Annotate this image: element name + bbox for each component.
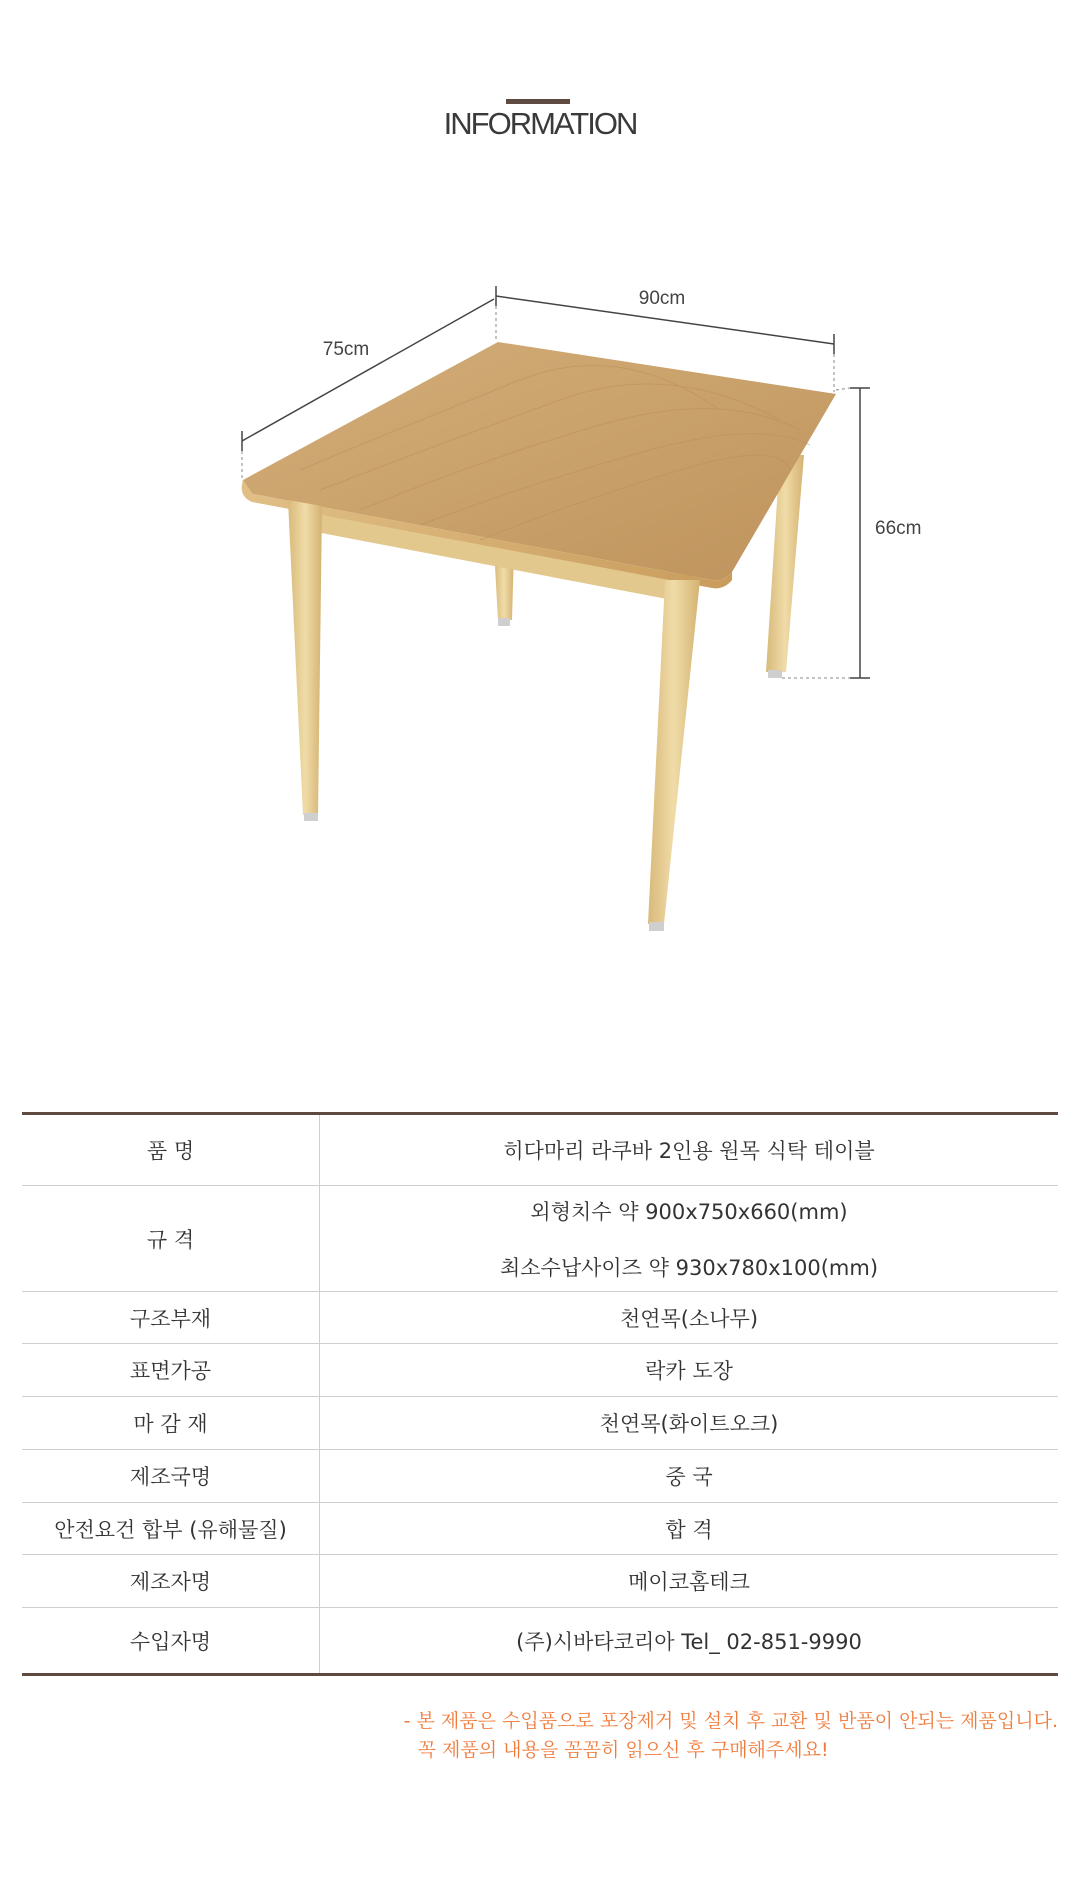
spec-label: 안전요건 합부 (유해물질) bbox=[22, 1503, 320, 1555]
table-row bbox=[22, 1114, 1058, 1186]
table-row bbox=[22, 1450, 1058, 1503]
spec-label: 수입자명 bbox=[22, 1608, 320, 1675]
page-title: INFORMATION bbox=[443, 106, 637, 141]
spec-label: 마 감 재 bbox=[22, 1397, 320, 1450]
dimension-label-depth: 75cm bbox=[322, 339, 370, 360]
spec-value: 중 국 bbox=[320, 1450, 1059, 1503]
table-leg-front-left bbox=[288, 500, 322, 815]
table-row bbox=[22, 1397, 1058, 1450]
spec-value: 히다마리 라쿠바 2인용 원목 식탁 테이블 bbox=[320, 1114, 1059, 1186]
table-row bbox=[22, 1344, 1058, 1397]
table-row bbox=[22, 1186, 1058, 1292]
spec-label: 구조부재 bbox=[22, 1292, 320, 1344]
spec-label: 표면가공 bbox=[22, 1344, 320, 1397]
notice-line-2: 꼭 제품의 내용을 꼼꼼히 읽으신 후 구매해주세요! bbox=[417, 1738, 829, 1761]
spec-value: 천연목(소나무) bbox=[320, 1292, 1059, 1344]
table-leg-front-right bbox=[648, 580, 700, 924]
table-row bbox=[22, 1503, 1058, 1555]
leg-foot-front-right bbox=[649, 922, 664, 931]
spec-value: (주)시바타코리아 Tel_ 02-851-9990 bbox=[516, 1629, 862, 1654]
notice-line-1: - 본 제품은 수입품으로 포장제거 및 설치 후 교환 및 반품이 안되는 제품입니다. bbox=[403, 1710, 1058, 1732]
leg-foot-front-left bbox=[304, 813, 318, 821]
spec-value: 락카 도장 bbox=[320, 1344, 1059, 1397]
leg-foot-back-left bbox=[498, 618, 510, 626]
table-row bbox=[22, 1555, 1058, 1608]
table-row bbox=[22, 1292, 1058, 1344]
spec-label: 품 명 bbox=[22, 1114, 320, 1186]
spec-table bbox=[22, 1112, 1058, 1676]
spec-value: 합 격 bbox=[320, 1503, 1059, 1555]
spec-label: 제조국명 bbox=[22, 1450, 320, 1503]
table-row bbox=[22, 1608, 1058, 1675]
spec-value: 천연목(화이트오크) bbox=[320, 1397, 1059, 1450]
dimension-label-width: 90cm bbox=[638, 288, 686, 309]
spec-label: 규 격 bbox=[22, 1186, 320, 1292]
dimension-label-height: 66cm bbox=[875, 518, 922, 539]
table-top-surface bbox=[242, 342, 836, 580]
spec-value: 메이코홈테크 bbox=[320, 1555, 1059, 1608]
spec-value: 외형치수 약 900x750x660(mm) 최소수납사이즈 약 930x780x100(mm) bbox=[320, 1186, 1059, 1292]
leg-foot-back-right bbox=[768, 670, 782, 678]
spec-label: 제조자명 bbox=[22, 1555, 320, 1608]
purchase-notice bbox=[404, 1707, 1058, 1765]
